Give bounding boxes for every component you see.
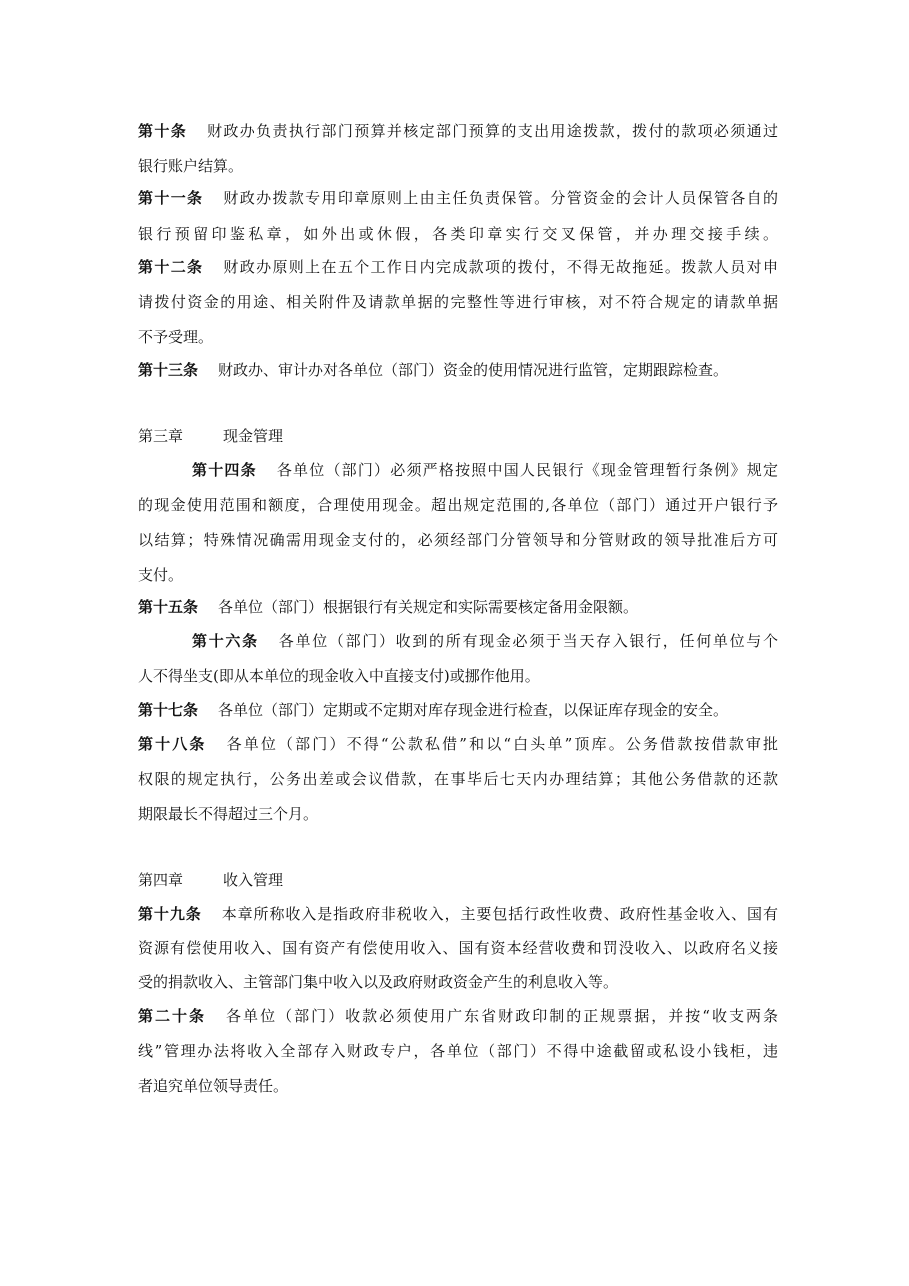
article-20-line-3: 者追究单位领导责任。	[138, 1077, 289, 1095]
article-heading: 第十二条	[138, 258, 204, 276]
article-18-line-1	[138, 730, 778, 758]
chapter-number: 第三章	[138, 427, 184, 445]
article-heading: 第十四条	[192, 461, 257, 479]
chapter-number: 第四章	[138, 871, 184, 889]
article-12-line-1	[138, 253, 778, 281]
article-heading: 第十三条	[138, 361, 199, 379]
article-11-line-1	[138, 184, 778, 212]
article-text: 各单位（部门）定期或不定期对库存现金进行检查，以保证库存现金的安全。	[218, 701, 729, 719]
article-heading: 第十八条	[138, 735, 207, 753]
article-text: 各单位（部门）收到的所有现金必须于当天存入银行，任何单位与个	[278, 632, 778, 650]
article-14-line-1	[192, 456, 778, 484]
article-13-line-1	[138, 356, 778, 384]
article-heading: 第十九条	[138, 905, 202, 923]
article-text: 本章所称收入是指政府非税收入，主要包括行政性收费、政府性基金收入、国有	[221, 905, 778, 923]
article-text: 财政办、审计办对各单位（部门）资金的使用情况进行监管，定期跟踪检查。	[218, 361, 729, 379]
article-text: 财政办负责执行部门预算并核定部门预算的支出用途拨款，拨付的款项必须通过	[207, 122, 778, 140]
article-10-line-2: 银行账户结算。	[138, 157, 244, 175]
article-heading: 第十六条	[192, 632, 259, 650]
article-heading: 第十五条	[138, 598, 199, 616]
article-20-line-2: 线”管理办法将收入全部存入财政专户，各单位（部门）不得中途截留或私设小钱柜，违	[138, 1042, 778, 1060]
article-14-line-4: 支付。	[138, 566, 184, 584]
article-text: 财政办拨款专用印章原则上由主任负责保管。分管资金的会计人员保管各自的	[223, 189, 778, 207]
article-17-line-1	[138, 696, 778, 724]
article-heading: 第十一条	[138, 189, 204, 207]
article-12-line-2: 请拨付资金的用途、相关附件及请款单据的完整性等进行审核，对不符合规定的请款单据	[138, 293, 778, 311]
article-19-line-3: 受的捐款收入、主管部门集中收入以及政府财政资金产生的利息收入等。	[138, 973, 619, 991]
article-heading: 第十七条	[138, 701, 199, 719]
article-20-line-1	[138, 1002, 778, 1030]
article-text: 各单位（部门）收款必须使用广东省财政印制的正规票据，并按“收支两条	[226, 1007, 778, 1025]
article-19-line-1	[138, 900, 778, 928]
article-text: 各单位（部门）必须严格按照中国人民银行《现金管理暂行条例》规定	[276, 461, 778, 479]
article-14-line-3: 以结算；特殊情况确需用现金支付的，必须经部门分管领导和分管财政的领导批准后方可	[138, 531, 778, 549]
article-15-line-1	[138, 593, 778, 621]
article-19-line-2: 资源有偿使用收入、国有资产有偿使用收入、国有资本经营收费和罚没收入、以政府名义接	[138, 939, 778, 957]
article-18-line-3: 期限最长不得超过三个月。	[138, 805, 319, 823]
article-heading: 第二十条	[138, 1007, 207, 1025]
article-18-line-2: 权限的规定执行，公务出差或会议借款，在事毕后七天内办理结算；其他公务借款的还款	[138, 770, 778, 788]
article-12-line-3: 不予受理。	[138, 328, 214, 346]
article-heading: 第十条	[138, 122, 188, 140]
article-14-line-2: 的现金使用范围和额度，合理使用现金。超出规定范围的,各单位（部门）通过开户银行予	[138, 496, 778, 514]
article-text: 各单位（部门）不得“公款私借”和以“白头单”顶库。公务借款按借款审批	[226, 735, 778, 753]
article-16-line-1	[192, 627, 778, 655]
chapter-title: 现金管理	[223, 427, 284, 445]
article-text: 各单位（部门）根据银行有关规定和实际需要核定备用金限额。	[218, 598, 639, 616]
chapter-4-heading	[138, 866, 778, 894]
article-11-line-2: 银行预留印鉴私章，如外出或休假，各类印章实行交叉保管，并办理交接手续。	[138, 225, 778, 243]
article-16-line-2: 人不得坐支(即从本单位的现金收入中直接支付)或挪作他用。	[138, 667, 540, 685]
chapter-3-heading	[138, 422, 778, 450]
chapter-title: 收入管理	[223, 871, 284, 889]
article-10-line-1	[138, 117, 778, 145]
article-text: 财政办原则上在五个工作日内完成款项的拨付，不得无故拖延。拨款人员对申	[223, 258, 778, 276]
